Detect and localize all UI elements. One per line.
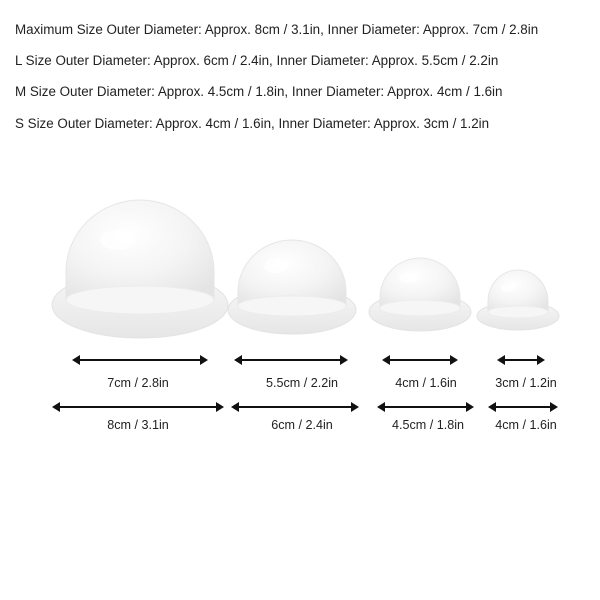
- inner-diameter-arrow-large: [234, 355, 348, 365]
- arrow-right-head-icon: [200, 355, 208, 365]
- inner-diameter-label-maximum: 7cm / 2.8in: [107, 376, 169, 390]
- arrow-right-head-icon: [450, 355, 458, 365]
- outer-diameter-arrow-maximum: [52, 402, 224, 412]
- spec-line-medium: M Size Outer Diameter: Approx. 4.5cm / 1.8in, Inner Diameter: Approx. 4cm / 1.6in: [15, 84, 503, 99]
- cup-maximum-icon: [52, 200, 228, 338]
- inner-diameter-arrow-maximum: [72, 355, 208, 365]
- arrow-right-head-icon: [550, 402, 558, 412]
- inner-diameter-label-small: 3cm / 1.2in: [495, 376, 557, 390]
- arrow-right-head-icon: [466, 402, 474, 412]
- inner-diameter-label-medium: 4cm / 1.6in: [395, 376, 457, 390]
- spec-line-small: S Size Outer Diameter: Approx. 4cm / 1.6in, Inner Diameter: Approx. 3cm / 1.2in: [15, 116, 490, 131]
- spec-line-large: L Size Outer Diameter: Approx. 6cm / 2.4in, Inner Diameter: Approx. 5.5cm / 2.2in: [15, 53, 499, 68]
- outer-diameter-label-large: 6cm / 2.4in: [271, 418, 333, 432]
- cup-medium-icon: [369, 258, 471, 331]
- arrow-right-head-icon: [216, 402, 224, 412]
- spec-line-maximum: Maximum Size Outer Diameter: Approx. 8cm / 3.1in, Inner Diameter: Approx. 7cm / 2.8in: [15, 22, 539, 37]
- inner-diameter-label-large: 5.5cm / 2.2in: [265, 376, 339, 390]
- inner-diameter-arrow-medium: [382, 355, 458, 365]
- outer-diameter-label-small: 4cm / 1.6in: [495, 418, 557, 432]
- arrow-right-head-icon: [351, 402, 359, 412]
- cup-large-icon: [228, 240, 356, 334]
- cup-small-icon: [477, 270, 559, 330]
- outer-diameter-label-medium: 4.5cm / 1.8in: [391, 418, 465, 432]
- arrow-right-head-icon: [340, 355, 348, 365]
- inner-diameter-arrow-small: [497, 355, 545, 365]
- arrow-right-head-icon: [537, 355, 545, 365]
- outer-diameter-arrow-small: [488, 402, 558, 412]
- outer-diameter-arrow-medium: [377, 402, 474, 412]
- outer-diameter-label-maximum: 8cm / 3.1in: [107, 418, 169, 432]
- outer-diameter-arrow-large: [231, 402, 359, 412]
